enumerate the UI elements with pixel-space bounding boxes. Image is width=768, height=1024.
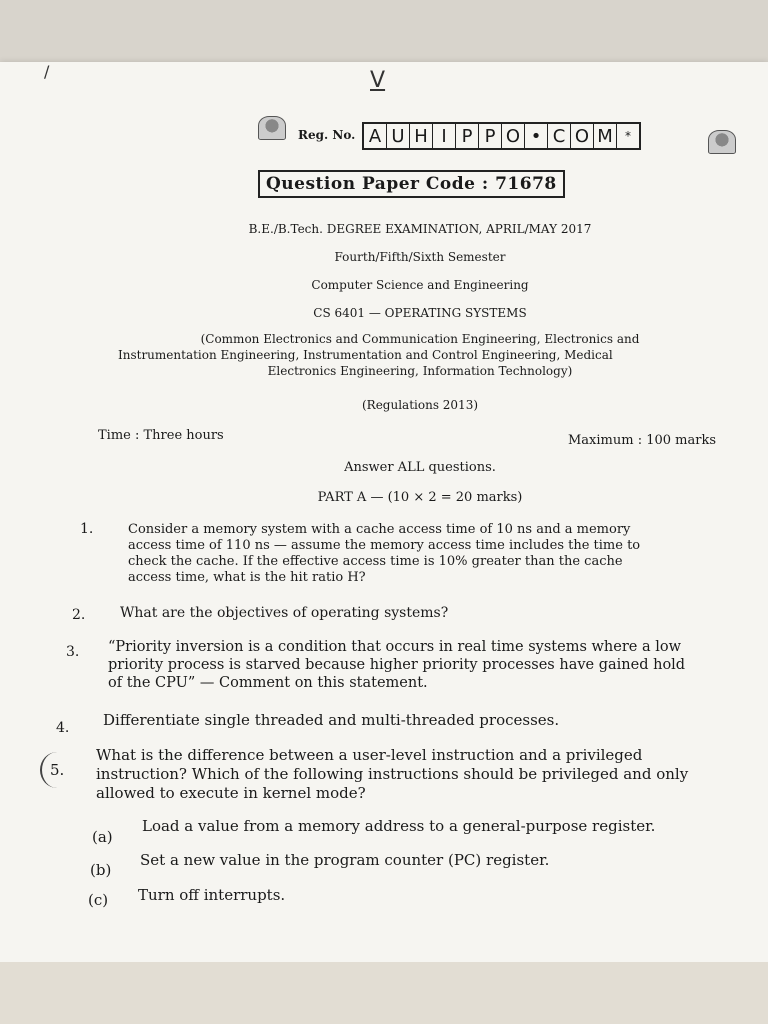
question-number: 4.	[56, 720, 70, 736]
question-line: priority process is starved because higher priority processes have gained hold	[108, 657, 686, 673]
question-line: What is the difference between a user-level instruction and a privileged	[96, 746, 643, 764]
university-seal-icon	[708, 130, 736, 154]
question-line: of the CPU” — Comment on this statement.	[108, 675, 428, 691]
reg-cell: A	[364, 124, 387, 148]
maximum-marks: Maximum : 100 marks	[568, 433, 717, 448]
regulations: (Regulations 2013)	[361, 398, 479, 412]
reg-cell: C	[548, 124, 571, 148]
sub-question-b: Set a new value in the program counter (PC) register.	[140, 851, 550, 869]
reg-no-label: Reg. No.	[298, 128, 356, 142]
reg-cell: O	[571, 124, 594, 148]
question-1	[128, 522, 748, 586]
sub-label: (a)	[92, 828, 113, 846]
sub-label: (c)	[88, 891, 109, 909]
reg-cell: O	[502, 124, 525, 148]
question-number: 1.	[80, 521, 94, 537]
reg-cell: P	[479, 124, 502, 148]
question-line: access time, what is the hit ratio H?	[128, 570, 366, 585]
question-3	[108, 638, 758, 692]
question-4: Differentiate single threaded and multi-threaded processes.	[103, 711, 560, 729]
semester: Fourth/Fifth/Sixth Semester	[334, 250, 506, 264]
reg-cell: I	[433, 124, 456, 148]
question-paper-code: Question Paper Code : 71678	[258, 170, 565, 198]
background-surface	[0, 962, 768, 1024]
question-line: instruction? Which of the following instructions should be privileged and only	[96, 765, 689, 783]
reg-cell: P	[456, 124, 479, 148]
reg-cell: M	[594, 124, 617, 148]
common-to-line-1: (Common Electronics and Communication Engineering, Electronics and	[200, 332, 640, 346]
handwritten-mark: V	[370, 68, 386, 93]
instruction: Answer ALL questions.	[344, 460, 496, 475]
time-allowed: Time : Three hours	[98, 428, 224, 443]
margin-mark: /	[44, 62, 50, 81]
reg-cell: *	[625, 129, 631, 143]
common-to-line-3: Electronics Engineering, Information Technology)	[267, 364, 573, 378]
common-to-line-2: Instrumentation Engineering, Instrumentation and Control Engineering, Medical	[118, 348, 613, 362]
question-line: access time of 110 ns — assume the memory access time includes the time to	[128, 538, 641, 553]
sub-question-a: Load a value from a memory address to a general-purpose register.	[142, 817, 656, 835]
question-number: 3.	[66, 644, 80, 660]
sub-label: (b)	[90, 861, 112, 879]
question-5	[96, 746, 766, 803]
reg-cell: H	[410, 124, 433, 148]
question-line: Consider a memory system with a cache access time of 10 ns and a memory	[128, 522, 631, 537]
subject-title: CS 6401 — OPERATING SYSTEMS	[313, 306, 527, 320]
reg-no-box	[362, 122, 641, 150]
question-2: What are the objectives of operating systems?	[120, 605, 449, 621]
question-number: 5.	[50, 761, 65, 779]
university-seal-icon	[258, 116, 286, 140]
reg-cell: •	[525, 124, 548, 148]
exam-title: B.E./B.Tech. DEGREE EXAMINATION, APRIL/MAY 2017	[248, 222, 592, 236]
question-line: “Priority inversion is a condition that occurs in real time systems where a low	[108, 639, 681, 655]
question-number: 2.	[72, 607, 86, 623]
question-line: check the cache. If the effective access time is 10% greater than the cache	[128, 554, 623, 569]
question-line: allowed to execute in kernel mode?	[96, 784, 366, 802]
sub-question-c: Turn off interrupts.	[138, 886, 286, 904]
handwritten-circle	[40, 752, 74, 788]
reg-cell: U	[387, 124, 410, 148]
department: Computer Science and Engineering	[311, 278, 529, 292]
part-heading: PART A — (10 × 2 = 20 marks)	[317, 490, 523, 505]
